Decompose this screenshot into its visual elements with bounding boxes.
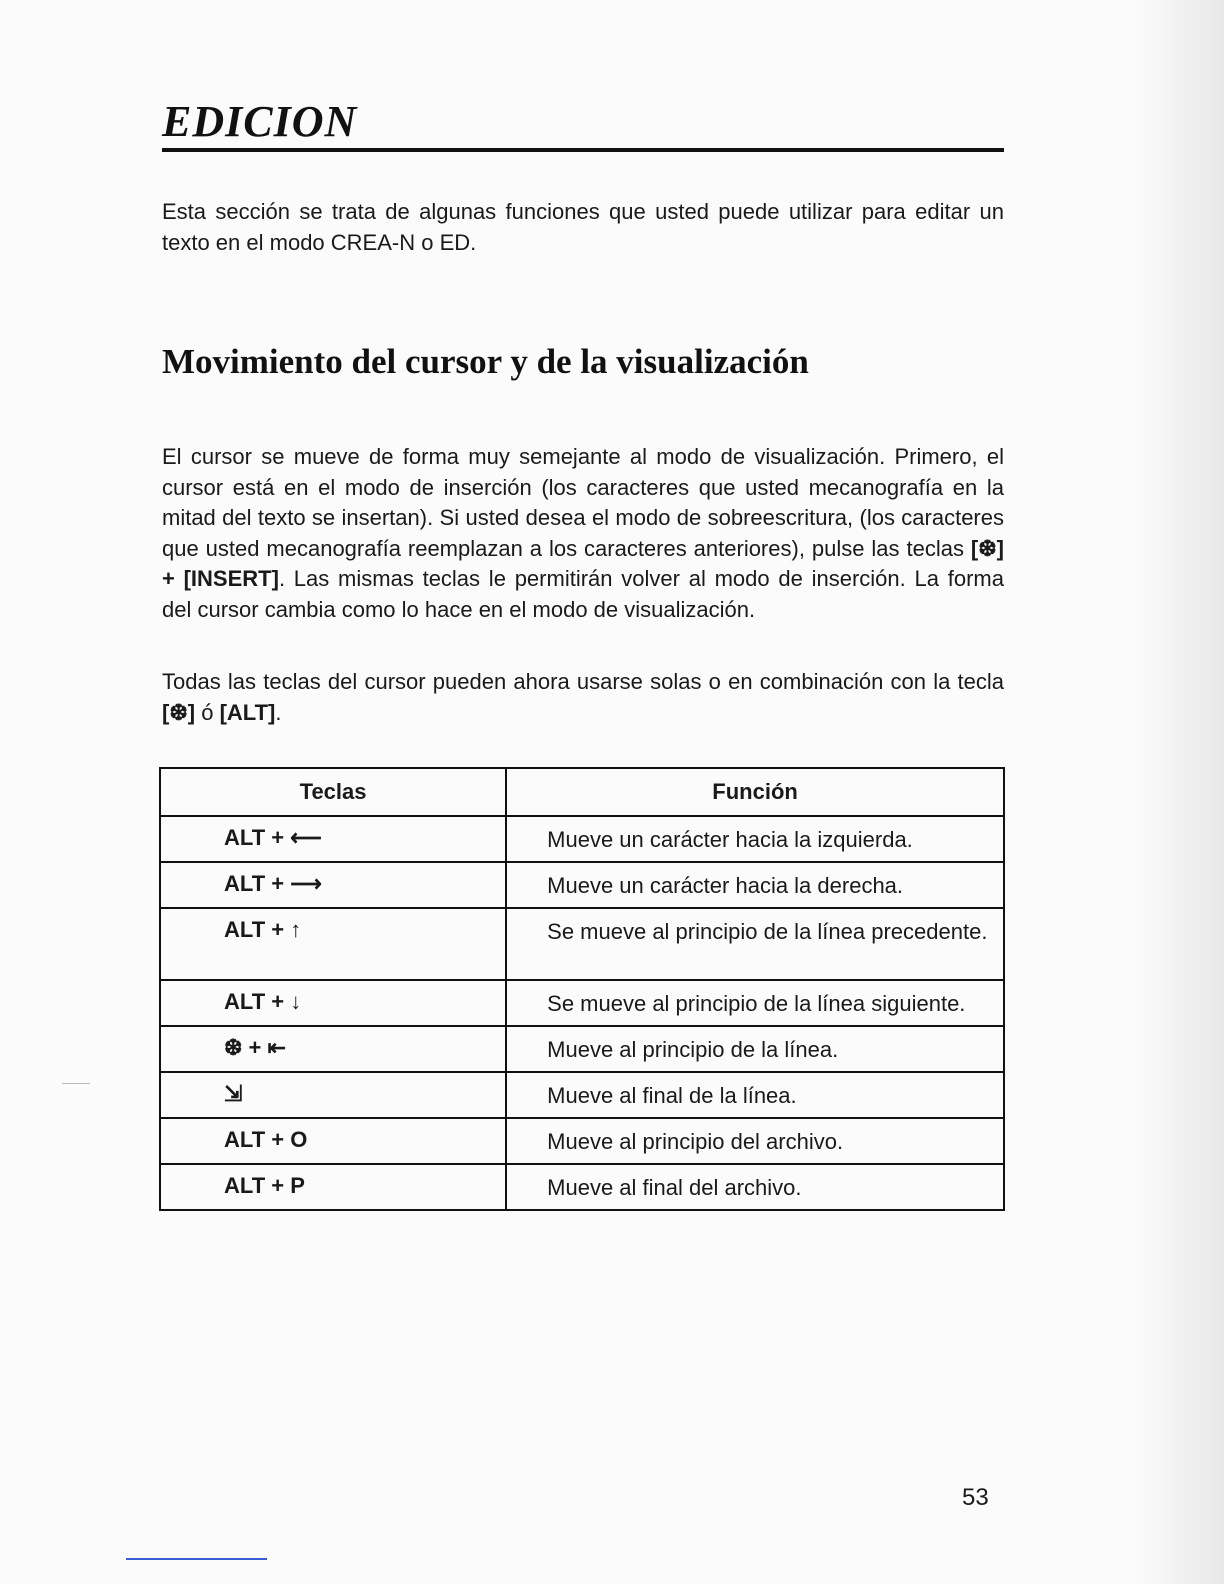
body-paragraph-2-text-b: ó [195,699,220,725]
special-key-ref: [❆] [162,699,196,725]
key-cell: ALT + ↑ [160,908,506,980]
page-edge-shadow [1134,0,1224,1584]
function-cell: Se mueve al principio de la línea siguiente. [506,980,1004,1026]
body-paragraph-2 [162,667,1004,728]
body-paragraph-2-text-c: . [275,699,282,725]
table-header-row [160,768,1004,816]
section-title: Movimiento del cursor y de la visualización [162,342,809,381]
chapter-rule [162,148,1004,152]
table-row [160,816,1004,862]
body-paragraph-1 [162,442,1004,625]
cursor-keys-table [159,767,1005,1211]
key-cell: ALT + ⟵ [160,816,506,862]
function-cell: Mueve al final del archivo. [506,1164,1004,1210]
body-paragraph-1-text-a: El cursor se mueve de forma muy semejante al modo de visualización. Primero, el cursor está en el modo de inserción (los caracteres que usted mecanografía en la mitad del texto se insertan). Si usted desea el modo de sobreescritura, (los caracteres que usted mecanografía reemplazan a los caracteres anteriores), pulse las teclas [162,444,1004,561]
alt-key-ref: [ALT] [219,699,276,725]
function-cell: Mueve un carácter hacia la derecha. [506,862,1004,908]
function-cell: Mueve al principio de la línea. [506,1026,1004,1072]
table-row [160,1072,1004,1118]
body-paragraph-2-text-a: Todas las teclas del cursor pueden ahora usarse solas o en combinación con la tecla [162,669,1004,694]
table-row [160,908,1004,980]
function-cell: Mueve un carácter hacia la izquierda. [506,816,1004,862]
insert-key-combo: [❆] + [INSERT] [162,535,1004,591]
bottom-link-underline[interactable] [126,1558,267,1560]
intro-paragraph: Esta sección se trata de algunas funciones que usted puede utilizar para editar un texto en el modo CREA-N o ED. [162,199,1004,255]
table-row [160,1164,1004,1210]
chapter-title: EDICION [162,97,358,146]
key-cell: ALT + ⟶ [160,862,506,908]
body-paragraph-1-text-b: . Las mismas teclas le permitirán volver al modo de inserción. La forma del cursor cambia como lo hace en el modo de visualización. [162,566,1004,622]
header-function: Función [506,768,1004,816]
table-row [160,1026,1004,1072]
header-keys: Teclas [160,768,506,816]
margin-mark [62,1083,90,1084]
function-cell: Mueve al principio del archivo. [506,1118,1004,1164]
function-cell: Mueve al final de la línea. [506,1072,1004,1118]
table-row [160,1118,1004,1164]
key-cell: ALT + P [160,1164,506,1210]
key-cell: ALT + O [160,1118,506,1164]
key-cell: ALT + ↓ [160,980,506,1026]
key-cell: ⇲ [160,1072,506,1118]
key-cell: ❆ + ⇤ [160,1026,506,1072]
page-number: 53 [962,1484,989,1511]
table-row [160,862,1004,908]
function-cell: Se mueve al principio de la línea precedente. [506,908,1004,980]
table-row [160,980,1004,1026]
